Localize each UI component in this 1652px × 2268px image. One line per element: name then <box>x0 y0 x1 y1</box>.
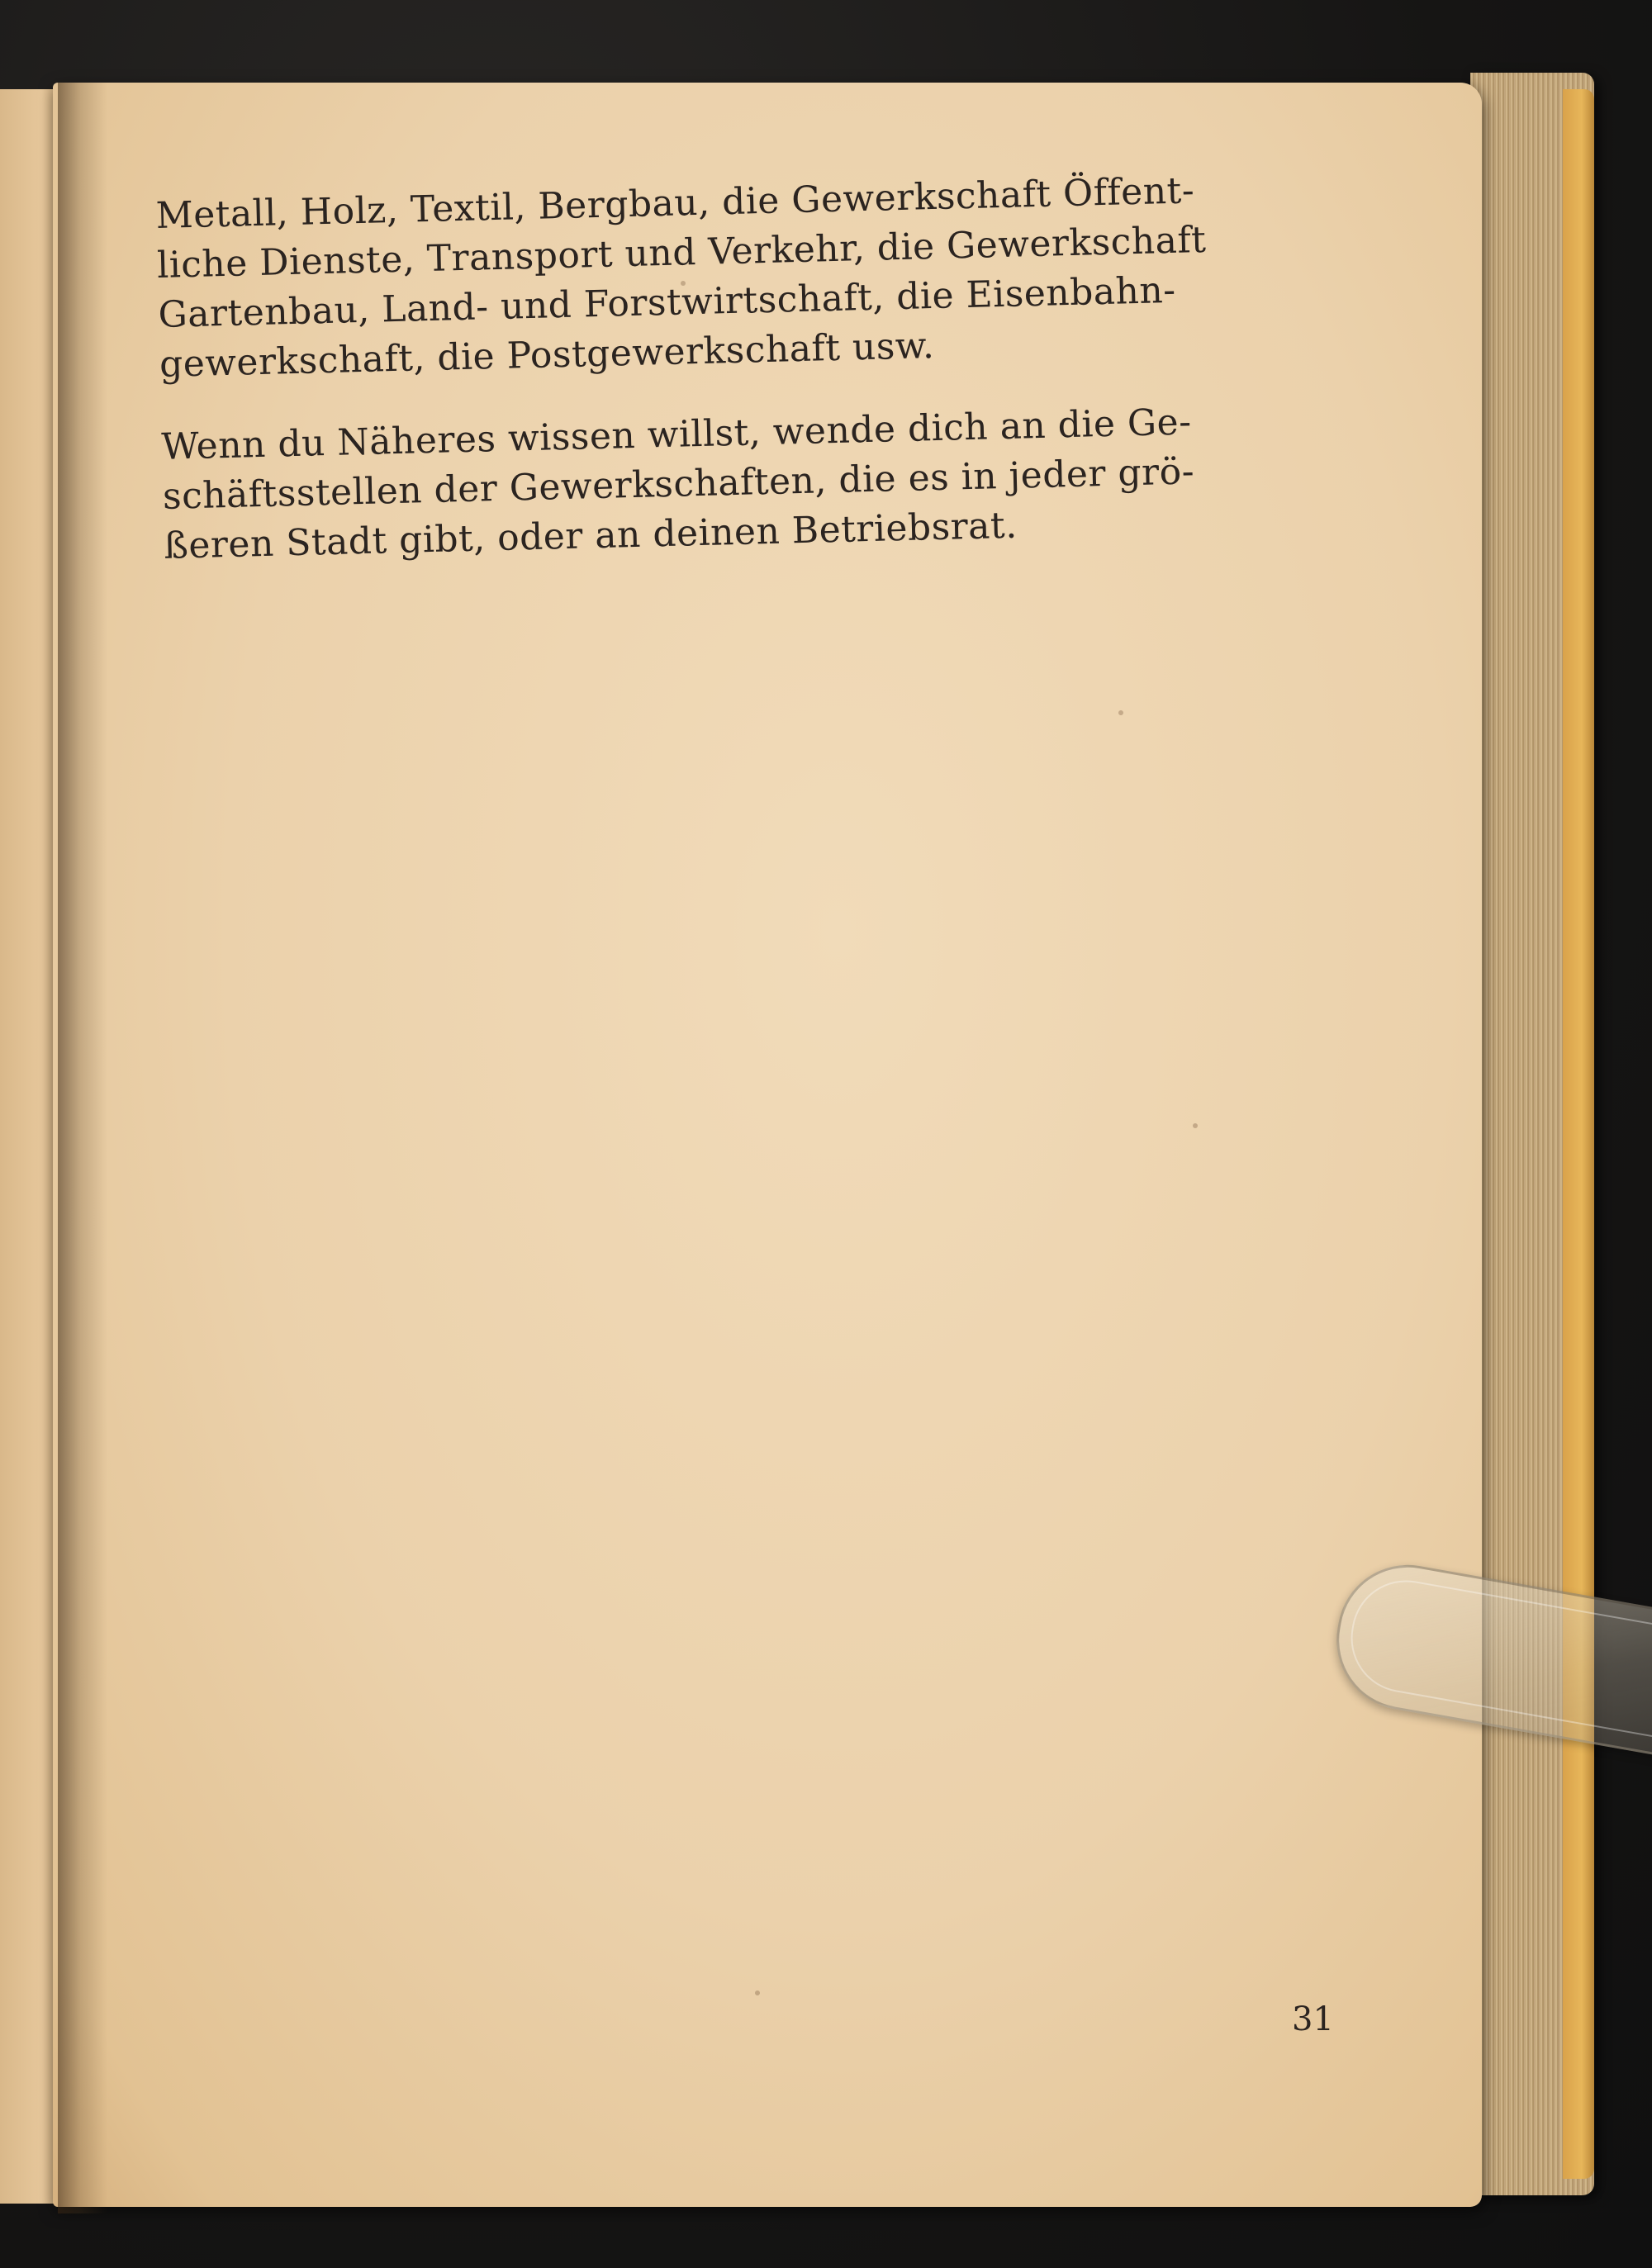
paragraph-1 <box>155 162 1382 390</box>
page-number: 31 <box>1292 2000 1334 2038</box>
text-line: Metall, Holz, Textil, Bergbau, die Gewerkschaft Öffent- <box>155 169 1195 237</box>
text-line: schäftsstellen der Gewerkschaften, die es in jeder grö- <box>162 450 1195 518</box>
body-text <box>155 162 1388 605</box>
text-line: liche Dienste, Transport und Verkehr, die Gewerkschaft <box>156 218 1207 287</box>
text-line: Gartenbau, Land- und Forstwirtschaft, die Eisenbahn- <box>158 268 1177 336</box>
text-line: gewerkschaft, die Postgewerkschaft usw. <box>159 325 935 386</box>
text-line: ßeren Stadt gibt, oder an deinen Betriebsrat. <box>163 504 1018 567</box>
paragraph-2 <box>161 393 1387 572</box>
page-block-edge <box>1470 73 1594 2195</box>
book-page <box>53 83 1482 2207</box>
paper-speck <box>1193 1123 1198 1128</box>
text-line: Wenn du Näheres wissen willst, wende dich an die Ge- <box>160 401 1193 468</box>
paper-speck <box>1118 710 1123 715</box>
paper-speck <box>755 1990 760 1995</box>
gutter-shadow <box>58 83 107 2213</box>
